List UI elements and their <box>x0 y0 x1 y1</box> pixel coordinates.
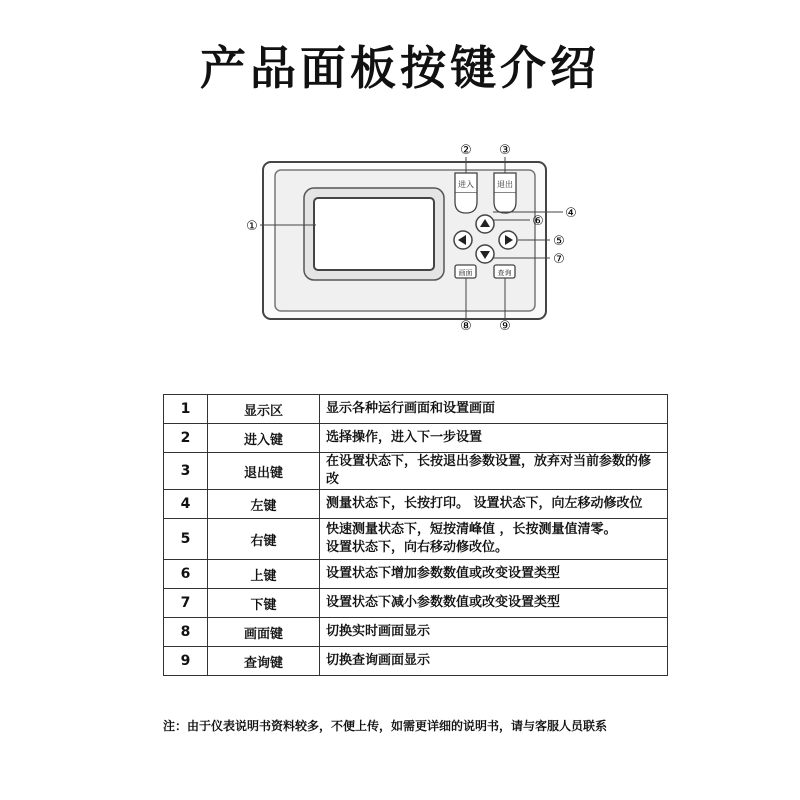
row-key-name: 上键 <box>208 560 320 589</box>
callout-7: ⑦ <box>553 252 565 267</box>
table-row <box>164 395 668 424</box>
row-key-name: 显示区 <box>208 395 320 424</box>
row-number: 4 <box>164 490 208 519</box>
row-description: 设置状态下减小参数数值或改变设置类型 <box>320 589 668 618</box>
row-key-name: 左键 <box>208 490 320 519</box>
row-key-name: 下键 <box>208 589 320 618</box>
row-key-name: 查询键 <box>208 647 320 676</box>
right-key[interactable] <box>499 231 517 249</box>
row-number: 7 <box>164 589 208 618</box>
display-screen <box>314 198 434 270</box>
callout-2: ② <box>460 143 472 158</box>
callout-5: ⑤ <box>553 234 565 249</box>
table-row <box>164 589 668 618</box>
page-title: 产品面板按键介绍 <box>200 41 600 95</box>
row-description: 选择操作，进入下一步设置 <box>320 424 668 453</box>
row-number: 8 <box>164 618 208 647</box>
enter-key-label: 进入 <box>458 180 474 189</box>
screen-key[interactable] <box>455 265 476 278</box>
row-description: 显示各种运行画面和设置画面 <box>320 395 668 424</box>
left-key[interactable] <box>454 231 472 249</box>
row-description: 测量状态下，长按打印。 设置状态下，向左移动修改位 <box>320 490 668 519</box>
down-key[interactable] <box>476 245 494 263</box>
row-key-name: 进入键 <box>208 424 320 453</box>
key-description-table <box>163 394 668 676</box>
row-number: 5 <box>164 519 208 560</box>
row-key-name: 退出键 <box>208 453 320 490</box>
row-description: 切换查询画面显示 <box>320 647 668 676</box>
row-number: 3 <box>164 453 208 490</box>
row-number: 9 <box>164 647 208 676</box>
row-number: 6 <box>164 560 208 589</box>
row-number: 2 <box>164 424 208 453</box>
row-description: 快速测量状态下，短按清峰值 ，长按测量值清零。 设置状态下，向右移动修改位。 <box>320 519 668 560</box>
table-row <box>164 424 668 453</box>
table-row <box>164 618 668 647</box>
callout-3: ③ <box>499 143 511 158</box>
row-key-name: 右键 <box>208 519 320 560</box>
query-key[interactable] <box>494 265 515 278</box>
footnote: 注：由于仪表说明书资料较多，不便上传，如需更详细的说明书，请与客服人员联系 <box>163 719 608 733</box>
row-number: 1 <box>164 395 208 424</box>
enter-key[interactable] <box>455 173 477 213</box>
row-description: 在设置状态下，长按退出参数设置，放弃对当前参数的修改 <box>320 453 668 490</box>
screen-key-label: 画面 <box>458 269 473 277</box>
query-key-label: 查询 <box>497 269 512 277</box>
table-row <box>164 453 668 490</box>
exit-key-label: 退出 <box>497 180 513 189</box>
table-row <box>164 647 668 676</box>
table-row <box>164 490 668 519</box>
table-row <box>164 560 668 589</box>
callout-9: ⑨ <box>499 319 511 334</box>
callout-6: ⑥ <box>532 214 544 229</box>
row-key-name: 画面键 <box>208 618 320 647</box>
up-key[interactable] <box>476 215 494 233</box>
callout-1: ① <box>246 219 258 234</box>
callout-4: ④ <box>565 206 577 221</box>
row-description: 设置状态下增加参数数值或改变设置类型 <box>320 560 668 589</box>
panel-diagram <box>0 0 800 360</box>
exit-key[interactable] <box>494 173 516 213</box>
table-row <box>164 519 668 560</box>
callout-8: ⑧ <box>460 319 472 334</box>
row-description: 切换实时画面显示 <box>320 618 668 647</box>
